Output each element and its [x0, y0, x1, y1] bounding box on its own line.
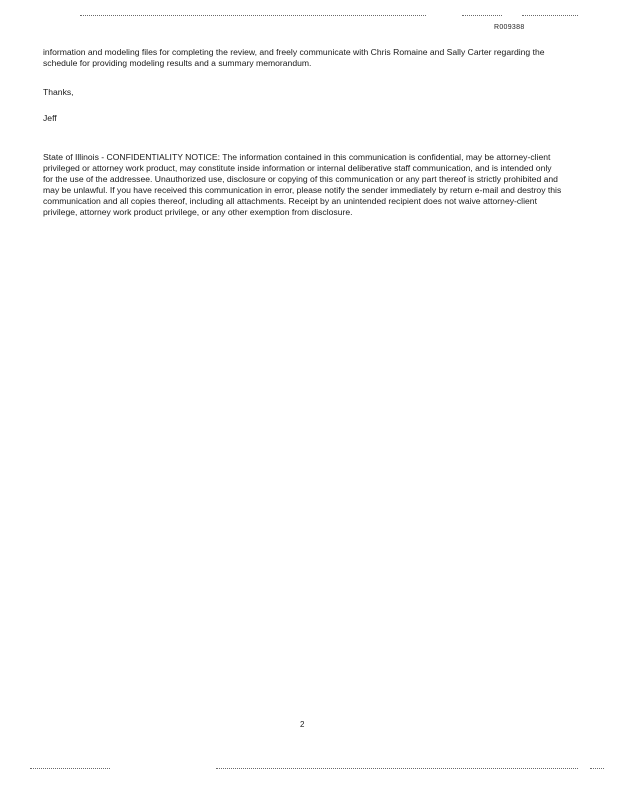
email-closing: Thanks,: [43, 87, 74, 97]
scan-artifact-top: [80, 15, 426, 16]
scan-artifact-top-right: [462, 15, 502, 16]
email-signature: Jeff: [43, 113, 57, 123]
email-paragraph: information and modeling files for completing the review, and freely communicate with Chris Romaine and Sally Carter regarding the schedule for providing modeling results and a summary memorandum.: [43, 47, 545, 68]
page-number: 2: [300, 720, 305, 729]
bates-number: R009388: [494, 24, 525, 31]
scan-artifact-bottom-right: [590, 768, 604, 769]
confidentiality-notice: State of Illinois - CONFIDENTIALITY NOTICE: The information contained in this communication is confidential, may be attorney-client privileged or attorney work product, may constitute inside information or internal deliberative staff communication, and is intended only for the use of the addressee. Unauthorized use, disclosure or copying of this communication or any part thereof is strictly prohibited and may be unlawful. If you have received this communication in error, please notify the sender immediately by return e-mail and destroy this communication and all copies thereof, including all attachments. Receipt by an unintended recipient does not waive attorney-client privilege, attorney work product privilege, or any other exemption from disclosure.: [43, 152, 562, 217]
scan-artifact-top-far-right: [522, 15, 578, 16]
scan-artifact-bottom-left: [30, 768, 110, 769]
scan-artifact-bottom: [216, 768, 578, 769]
